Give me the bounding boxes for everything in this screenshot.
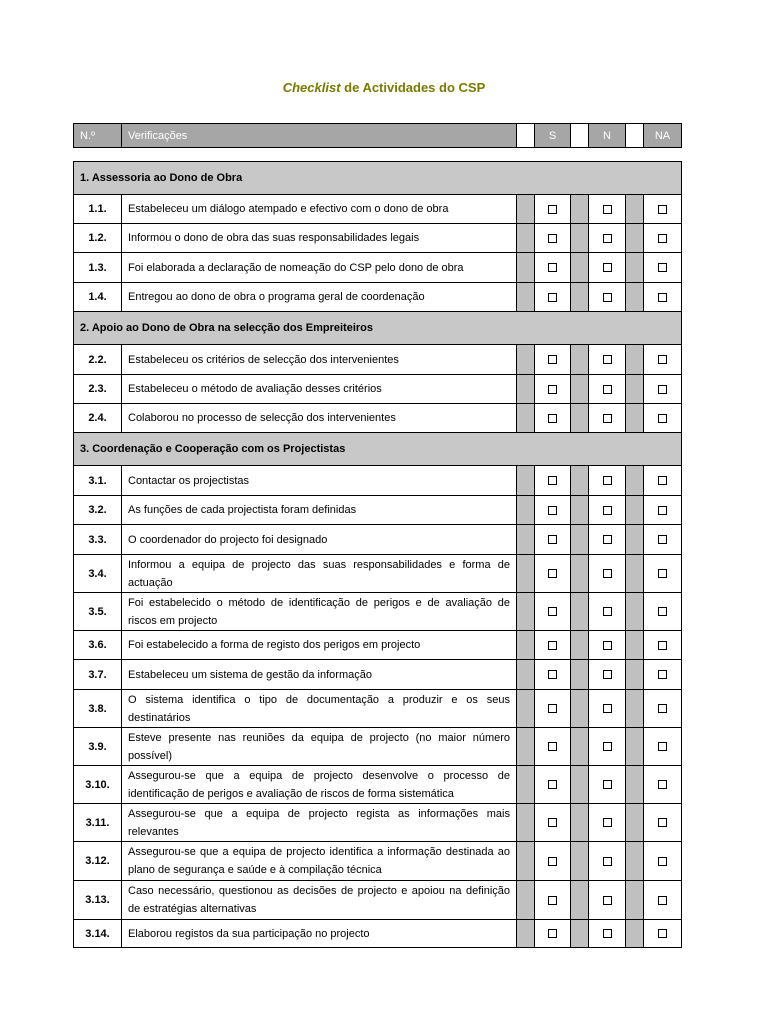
- checklist-row: [74, 881, 682, 920]
- item-number: 1.4.: [74, 283, 122, 312]
- checkbox-na[interactable]: [658, 263, 667, 272]
- item-number: 3.14.: [74, 920, 122, 948]
- checkbox-s[interactable]: [548, 929, 557, 938]
- checkbox-cell-na: [644, 525, 682, 555]
- spacer-cell: [517, 881, 535, 920]
- checklist-row: [74, 690, 682, 728]
- checkbox-cell-n: [589, 345, 626, 375]
- spacer-cell: [571, 842, 589, 881]
- section-row: [74, 312, 682, 345]
- item-text: Assegurou-se que a equipa de projecto desenvolve o processo de identificação de perigos e avaliação de riscos de forma sistemática: [122, 766, 517, 804]
- checkbox-s[interactable]: [548, 476, 557, 485]
- checkbox-n[interactable]: [603, 535, 612, 544]
- checkbox-cell-na: [644, 766, 682, 804]
- checkbox-cell-s: [535, 525, 571, 555]
- checkbox-n[interactable]: [603, 818, 612, 827]
- spacer-cell: [571, 496, 589, 525]
- checkbox-na[interactable]: [658, 234, 667, 243]
- checkbox-s[interactable]: [548, 742, 557, 751]
- item-number: 1.3.: [74, 253, 122, 283]
- checkbox-cell-s: [535, 404, 571, 433]
- item-number: 3.2.: [74, 496, 122, 525]
- checkbox-s[interactable]: [548, 818, 557, 827]
- spacer-cell: [517, 404, 535, 433]
- checkbox-n[interactable]: [603, 263, 612, 272]
- checklist-row: [74, 728, 682, 766]
- checkbox-na[interactable]: [658, 607, 667, 616]
- checkbox-cell-na: [644, 728, 682, 766]
- checklist-row: [74, 345, 682, 375]
- checkbox-s[interactable]: [548, 607, 557, 616]
- spacer-cell: [626, 555, 644, 593]
- spacer-cell: [571, 593, 589, 631]
- spacer-cell: [626, 283, 644, 312]
- checkbox-n[interactable]: [603, 704, 612, 713]
- spacer-cell: [517, 631, 535, 660]
- checkbox-na[interactable]: [658, 385, 667, 394]
- checkbox-n[interactable]: [603, 742, 612, 751]
- checkbox-cell-na: [644, 555, 682, 593]
- checkbox-cell-n: [589, 283, 626, 312]
- header-s: S: [535, 124, 571, 148]
- checkbox-cell-n: [589, 525, 626, 555]
- title-italic: Checklist: [282, 80, 341, 95]
- checklist-row: [74, 804, 682, 842]
- spacer-cell: [571, 466, 589, 496]
- item-text: Entregou ao dono de obra o programa geral de coordenação: [122, 283, 517, 312]
- checkbox-n[interactable]: [603, 506, 612, 515]
- spacer-cell: [626, 766, 644, 804]
- checkbox-cell-n: [589, 555, 626, 593]
- item-text: Informou o dono de obra das suas responsabilidades legais: [122, 224, 517, 253]
- spacer-cell: [626, 728, 644, 766]
- checkbox-s[interactable]: [548, 780, 557, 789]
- checkbox-na[interactable]: [658, 704, 667, 713]
- section-title: 2. Apoio ao Dono de Obra na selecção dos Empreiteiros: [74, 312, 682, 345]
- checkbox-cell-n: [589, 593, 626, 631]
- checkbox-cell-s: [535, 766, 571, 804]
- spacer-cell: [517, 224, 535, 253]
- checkbox-s[interactable]: [548, 535, 557, 544]
- item-text: Estabeleceu um diálogo atempado e efectivo com o dono de obra: [122, 195, 517, 224]
- checkbox-s[interactable]: [548, 234, 557, 243]
- item-number: 3.1.: [74, 466, 122, 496]
- spacer-cell: [626, 496, 644, 525]
- spacer-cell: [517, 920, 535, 948]
- checkbox-na[interactable]: [658, 929, 667, 938]
- checklist-row: [74, 631, 682, 660]
- checkbox-n[interactable]: [603, 234, 612, 243]
- spacer-cell: [517, 804, 535, 842]
- item-text: Estabeleceu o método de avaliação desses critérios: [122, 375, 517, 404]
- item-number: 3.12.: [74, 842, 122, 881]
- spacer-cell: [517, 283, 535, 312]
- checkbox-na[interactable]: [658, 506, 667, 515]
- checkbox-na[interactable]: [658, 818, 667, 827]
- spacer-cell: [517, 466, 535, 496]
- checkbox-cell-s: [535, 195, 571, 224]
- checkbox-cell-s: [535, 804, 571, 842]
- checkbox-cell-n: [589, 375, 626, 404]
- checkbox-cell-s: [535, 593, 571, 631]
- spacer-cell: [517, 345, 535, 375]
- spacer-cell: [626, 345, 644, 375]
- checkbox-cell-n: [589, 404, 626, 433]
- checkbox-cell-na: [644, 375, 682, 404]
- checkbox-cell-n: [589, 631, 626, 660]
- section-title: 1. Assessoria ao Dono de Obra: [74, 162, 682, 195]
- spacer-cell: [571, 375, 589, 404]
- checkbox-cell-s: [535, 842, 571, 881]
- checkbox-cell-na: [644, 920, 682, 948]
- spacer-cell: [626, 195, 644, 224]
- checklist-row: [74, 253, 682, 283]
- item-number: 3.4.: [74, 555, 122, 593]
- title-rest: de Actividades do CSP: [340, 80, 486, 95]
- item-text: Informou a equipa de projecto das suas responsabilidades e forma de actuação: [122, 555, 517, 593]
- item-number: 1.2.: [74, 224, 122, 253]
- item-text: Estabeleceu um sistema de gestão da informação: [122, 660, 517, 690]
- checkbox-cell-s: [535, 466, 571, 496]
- checklist-row: [74, 842, 682, 881]
- checkbox-cell-n: [589, 195, 626, 224]
- checkbox-s[interactable]: [548, 569, 557, 578]
- checkbox-cell-s: [535, 345, 571, 375]
- spacer-cell: [626, 842, 644, 881]
- header-na: NA: [644, 124, 682, 148]
- checkbox-s[interactable]: [548, 414, 557, 423]
- item-number: 3.13.: [74, 881, 122, 920]
- spacer-cell: [571, 345, 589, 375]
- spacer-cell: [626, 593, 644, 631]
- checkbox-cell-s: [535, 283, 571, 312]
- spacer-cell: [517, 690, 535, 728]
- checklist-row: [74, 593, 682, 631]
- checkbox-cell-n: [589, 804, 626, 842]
- item-number: 3.3.: [74, 525, 122, 555]
- checklist-row: [74, 660, 682, 690]
- checkbox-cell-s: [535, 728, 571, 766]
- checkbox-cell-n: [589, 842, 626, 881]
- checkbox-cell-n: [589, 920, 626, 948]
- item-text: Caso necessário, questionou as decisões de projecto e apoiou na definição de estratégias alternativas: [122, 881, 517, 920]
- checkbox-na[interactable]: [658, 896, 667, 905]
- checkbox-s[interactable]: [548, 857, 557, 866]
- item-text: O coordenador do projecto foi designado: [122, 525, 517, 555]
- checkbox-cell-n: [589, 253, 626, 283]
- checkbox-cell-na: [644, 253, 682, 283]
- checkbox-cell-s: [535, 496, 571, 525]
- item-text: As funções de cada projectista foram definidas: [122, 496, 517, 525]
- checklist-row: [74, 496, 682, 525]
- section-row: [74, 162, 682, 195]
- checklist-row: [74, 283, 682, 312]
- spacer-cell: [626, 253, 644, 283]
- checkbox-cell-na: [644, 881, 682, 920]
- header-table: [73, 123, 682, 148]
- checkbox-na[interactable]: [658, 569, 667, 578]
- checkbox-cell-na: [644, 404, 682, 433]
- checkbox-n[interactable]: [603, 414, 612, 423]
- spacer-cell: [571, 728, 589, 766]
- checklist-row: [74, 195, 682, 224]
- spacer-cell: [571, 525, 589, 555]
- spacer-cell: [571, 881, 589, 920]
- checkbox-cell-s: [535, 253, 571, 283]
- checkbox-cell-na: [644, 466, 682, 496]
- checkbox-s[interactable]: [548, 704, 557, 713]
- spacer-cell: [571, 690, 589, 728]
- checkbox-cell-n: [589, 881, 626, 920]
- checkbox-n[interactable]: [603, 896, 612, 905]
- spacer-cell: [571, 253, 589, 283]
- checkbox-n[interactable]: [603, 607, 612, 616]
- checkbox-s[interactable]: [548, 896, 557, 905]
- checkbox-cell-na: [644, 804, 682, 842]
- item-text: Estabeleceu os critérios de selecção dos intervenientes: [122, 345, 517, 375]
- checkbox-s[interactable]: [548, 355, 557, 364]
- checkbox-cell-na: [644, 224, 682, 253]
- checkbox-cell-s: [535, 224, 571, 253]
- item-text: Foi estabelecido o método de identificação de perigos e de avaliação de riscos em projecto: [122, 593, 517, 631]
- item-number: 2.4.: [74, 404, 122, 433]
- checkbox-n[interactable]: [603, 385, 612, 394]
- item-number: 3.5.: [74, 593, 122, 631]
- checkbox-na[interactable]: [658, 670, 667, 679]
- item-text: Elaborou registos da sua participação no projecto: [122, 920, 517, 948]
- spacer-cell: [626, 375, 644, 404]
- checkbox-cell-n: [589, 766, 626, 804]
- checkbox-na[interactable]: [658, 293, 667, 302]
- checkbox-na[interactable]: [658, 414, 667, 423]
- item-text: Assegurou-se que a equipa de projecto regista as informações mais relevantes: [122, 804, 517, 842]
- checkbox-cell-na: [644, 842, 682, 881]
- checklist-row: [74, 375, 682, 404]
- item-text: Foi estabelecido a forma de registo dos perigos em projecto: [122, 631, 517, 660]
- checkbox-s[interactable]: [548, 506, 557, 515]
- spacer-cell: [626, 660, 644, 690]
- section-title: 3. Coordenação e Cooperação com os Projectistas: [74, 433, 682, 466]
- checkbox-cell-s: [535, 920, 571, 948]
- item-number: 3.7.: [74, 660, 122, 690]
- spacer-cell: [517, 660, 535, 690]
- spacer-cell: [626, 690, 644, 728]
- spacer-cell: [517, 766, 535, 804]
- checkbox-s[interactable]: [548, 385, 557, 394]
- checklist-row: [74, 224, 682, 253]
- checkbox-cell-s: [535, 690, 571, 728]
- checklist-row: [74, 766, 682, 804]
- spacer-cell: [571, 804, 589, 842]
- spacer-cell: [517, 496, 535, 525]
- spacer-cell: [517, 195, 535, 224]
- item-text: Foi elaborada a declaração de nomeação do CSP pelo dono de obra: [122, 253, 517, 283]
- item-text: Esteve presente nas reuniões da equipa de projecto (no maior número possível): [122, 728, 517, 766]
- spacer-cell: [517, 375, 535, 404]
- checkbox-n[interactable]: [603, 929, 612, 938]
- checkbox-cell-na: [644, 660, 682, 690]
- checkbox-n[interactable]: [603, 476, 612, 485]
- checklist-row: [74, 525, 682, 555]
- checkbox-cell-na: [644, 631, 682, 660]
- spacer-cell: [626, 466, 644, 496]
- checkbox-cell-na: [644, 593, 682, 631]
- checkbox-s[interactable]: [548, 263, 557, 272]
- checkbox-na[interactable]: [658, 205, 667, 214]
- spacer-cell: [571, 224, 589, 253]
- item-number: 3.9.: [74, 728, 122, 766]
- spacer-cell: [571, 195, 589, 224]
- item-number: 2.2.: [74, 345, 122, 375]
- checkbox-na[interactable]: [658, 476, 667, 485]
- checkbox-n[interactable]: [603, 355, 612, 364]
- checkbox-cell-n: [589, 224, 626, 253]
- section-row: [74, 433, 682, 466]
- spacer-cell: [571, 660, 589, 690]
- spacer-cell: [517, 525, 535, 555]
- checkbox-na[interactable]: [658, 535, 667, 544]
- spacer-cell: [626, 404, 644, 433]
- item-number: 1.1.: [74, 195, 122, 224]
- spacer-cell: [626, 224, 644, 253]
- checkbox-s[interactable]: [548, 670, 557, 679]
- item-number: 3.6.: [74, 631, 122, 660]
- checkbox-cell-n: [589, 496, 626, 525]
- checkbox-cell-n: [589, 728, 626, 766]
- spacer-cell: [571, 631, 589, 660]
- spacer-cell: [571, 404, 589, 433]
- checkbox-cell-n: [589, 690, 626, 728]
- checkbox-cell-na: [644, 690, 682, 728]
- item-number: 2.3.: [74, 375, 122, 404]
- header-num: N.º: [74, 124, 122, 148]
- checklist-row: [74, 555, 682, 593]
- item-number: 3.10.: [74, 766, 122, 804]
- item-number: 3.11.: [74, 804, 122, 842]
- spacer-cell: [626, 920, 644, 948]
- checkbox-cell-s: [535, 631, 571, 660]
- checkbox-n[interactable]: [603, 780, 612, 789]
- checkbox-cell-na: [644, 496, 682, 525]
- spacer-cell: [626, 804, 644, 842]
- spacer-cell: [517, 253, 535, 283]
- checkbox-cell-n: [589, 466, 626, 496]
- item-number: 3.8.: [74, 690, 122, 728]
- checkbox-n[interactable]: [603, 857, 612, 866]
- checkbox-na[interactable]: [658, 780, 667, 789]
- item-text: O sistema identifica o tipo de documentação a produzir e os seus destinatários: [122, 690, 517, 728]
- checkbox-cell-na: [644, 345, 682, 375]
- item-text: Assegurou-se que a equipa de projecto identifica a informação destinada ao plano de segurança e saúde e à compilação técnica: [122, 842, 517, 881]
- header-row: [74, 124, 682, 148]
- checkbox-n[interactable]: [603, 641, 612, 650]
- checkbox-s[interactable]: [548, 205, 557, 214]
- checkbox-na[interactable]: [658, 857, 667, 866]
- checklist-row: [74, 466, 682, 496]
- spacer-cell: [517, 728, 535, 766]
- checklist-row: [74, 920, 682, 948]
- checkbox-cell-na: [644, 283, 682, 312]
- checklist-table: [73, 161, 682, 948]
- checkbox-s[interactable]: [548, 293, 557, 302]
- checkbox-na[interactable]: [658, 355, 667, 364]
- spacer-cell: [571, 920, 589, 948]
- spacer-cell: [571, 283, 589, 312]
- spacer-cell: [626, 881, 644, 920]
- spacer-cell: [626, 631, 644, 660]
- checkbox-cell-s: [535, 555, 571, 593]
- item-text: Colaborou no processo de selecção dos intervenientes: [122, 404, 517, 433]
- header-verificacoes: Verificações: [122, 124, 517, 148]
- spacer-cell: [571, 766, 589, 804]
- checkbox-cell-s: [535, 660, 571, 690]
- checkbox-cell-n: [589, 660, 626, 690]
- checkbox-n[interactable]: [603, 569, 612, 578]
- header-n: N: [589, 124, 626, 148]
- checkbox-s[interactable]: [548, 641, 557, 650]
- spacer-cell: [571, 555, 589, 593]
- spacer-cell: [517, 593, 535, 631]
- checkbox-cell-s: [535, 375, 571, 404]
- checkbox-n[interactable]: [603, 293, 612, 302]
- checkbox-cell-s: [535, 881, 571, 920]
- item-text: Contactar os projectistas: [122, 466, 517, 496]
- checkbox-n[interactable]: [603, 205, 612, 214]
- checkbox-na[interactable]: [658, 641, 667, 650]
- checklist-row: [74, 404, 682, 433]
- spacer-cell: [626, 525, 644, 555]
- checkbox-na[interactable]: [658, 742, 667, 751]
- checkbox-cell-na: [644, 195, 682, 224]
- spacer-cell: [517, 842, 535, 881]
- page-title: [0, 80, 768, 95]
- checkbox-n[interactable]: [603, 670, 612, 679]
- spacer-cell: [517, 555, 535, 593]
